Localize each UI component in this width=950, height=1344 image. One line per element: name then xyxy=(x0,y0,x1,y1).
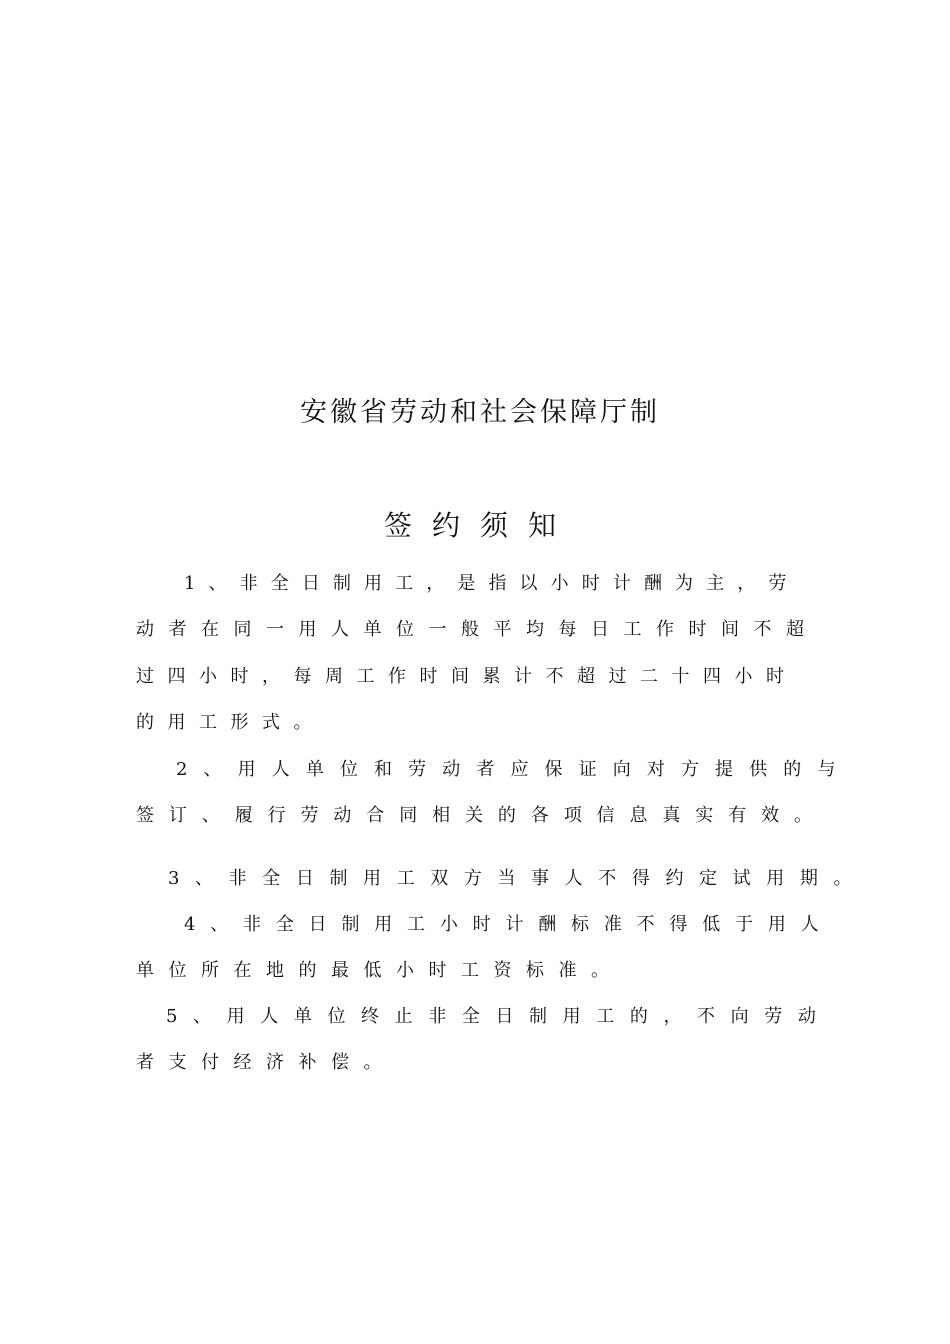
clause-1-line-3: 过四小时，每周工作时间累计不超过二十四小时 xyxy=(136,666,798,687)
clause-5-line-2: 者支付经济补偿。 xyxy=(136,1052,396,1073)
clause-5-line-1: 5、用人单位终止非全日制用工的，不向劳动 xyxy=(166,1006,832,1027)
issuer-line: 安徽省劳动和社会保障厅制 xyxy=(300,397,660,428)
clause-2-line-1: 2、用人单位和劳动者应保证向对方提供的与 xyxy=(176,759,852,780)
clause-2-line-2: 签订、履行劳动合同相关的各项信息真实有效。 xyxy=(136,805,827,826)
document-title: 签约须知 xyxy=(383,509,576,542)
clause-4-line-2: 单位所在地的最低小时工资标准。 xyxy=(136,960,624,981)
clause-1-line-1: 1、非全日制用工，是指以小时计酬为主，劳 xyxy=(184,573,800,594)
clause-1-line-4: 的用工形式。 xyxy=(136,712,325,733)
clause-1-line-2: 动者在同一用人单位一般平均每日工作时间不超 xyxy=(136,619,819,640)
clause-4-line-1: 4、非全日制用工小时计酬标准不得低于用人 xyxy=(184,914,834,935)
clause-3-line-1: 3、非全日制用工双方当事人不得约定试用期。 xyxy=(168,868,868,889)
